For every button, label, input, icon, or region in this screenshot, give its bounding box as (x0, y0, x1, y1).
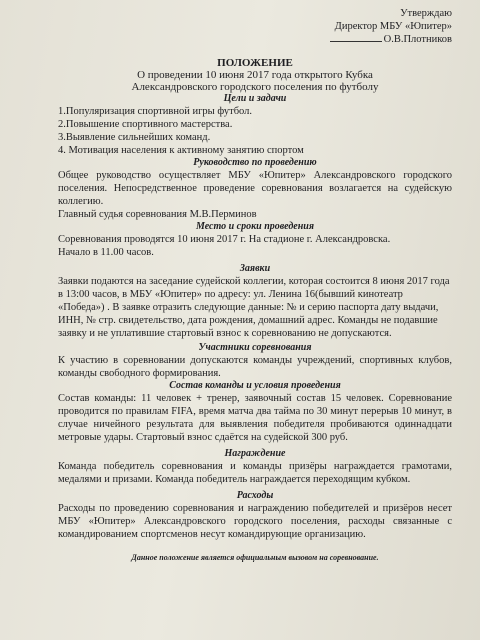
awards-heading: Награждение (224, 448, 286, 459)
place-heading: Место и сроки проведения (195, 221, 315, 232)
approval-signature-row (58, 33, 452, 46)
management-text: Общее руководство осуществляет МБУ «Юпитер» Александровского городского поселения. Непосредственное проведение соревнования возлагается на судейскую коллегию. (58, 170, 452, 207)
participants-heading: Участники соревнования (198, 342, 312, 353)
approval-name: О.В.Плотников (383, 34, 452, 45)
goals-item: 1.Популяризация спортивной игры футбол. (58, 106, 253, 117)
approval-block (58, 7, 452, 46)
applications-text: Заявки подаются на заседание судейской коллегии, которая состоится 8 июня 2017 года в 13:00 часов, в МБУ «Юпитер» по адресу: ул. Ленина 16(бывший кинотеатр «Победа») . В заявке отразить следующие данные: № и серию паспорта дату выдачи, ИНН, № стр. свидетельство, дата рождения, домашний адрес. Команды не подавшие заявку и не уплатившие стартовый взнос к соревнованию не допускаются. (58, 276, 450, 339)
participants-text: К участию в соревновании допускаются команды учреждений, спортивных клубов, команды свободного формирования. (58, 355, 452, 379)
composition-heading: Состав команды и условия проведения (169, 380, 341, 391)
place-text: Соревнования проводятся 10 июня 2017 г. На стадионе г. Александровска. (58, 234, 391, 245)
goals-item: 2.Повышение спортивного мастерства. (58, 119, 233, 130)
applications-heading: Заявки (239, 263, 271, 274)
signature-line (330, 41, 382, 42)
place-start: Начало в 11.00 часов. (58, 247, 154, 258)
approval-word: Утверждаю (400, 8, 452, 19)
goals-item: 4. Мотивация населения к активному занятию спортом (58, 145, 304, 156)
approval-director: Директор МБУ «Юпитер» (334, 21, 452, 32)
expenses-heading: Расходы (236, 490, 274, 501)
management-heading: Руководство по проведению (193, 157, 317, 168)
document-subtitle-1: О проведении 10 июня 2017 года открытого Кубка (137, 69, 373, 81)
expenses-text: Расходы по проведению соревнования и награждению победителей и призёров несет МБУ «Юпитер» Александровского городского поселения, расходы связанные с командированием спортсменов несут командирующие организацию. (58, 503, 452, 540)
awards-text: Команда победитель соревнования и команды призёры награждается грамотами, медалями и призами. Команда победитель награждается переходящим кубком. (58, 461, 452, 485)
document-footer: Данное положение является официальным вызовом на соревнование. (131, 553, 379, 562)
document-subtitle-2: Александровского городского поселения по футболу (131, 81, 379, 93)
management-judge: Главный судья соревнования М.В.Перминов (58, 209, 257, 220)
goals-heading: Цели и задачи (223, 93, 287, 104)
document-title: ПОЛОЖЕНИЕ (217, 57, 293, 69)
composition-text: Состав команды: 11 человек + тренер, заявочный состав 15 человек. Соревнование проводится по правилам FIFA, время матча два тайма по 30 минут перерыв 10 минут, в случае ничейного результата для выявления победителя пробиваются одиннадцати метровые удары. Стартовый взнос сдаётся на судейской 300 руб. (58, 393, 452, 443)
goals-item: 3.Выявление сильнейших команд. (58, 132, 211, 143)
